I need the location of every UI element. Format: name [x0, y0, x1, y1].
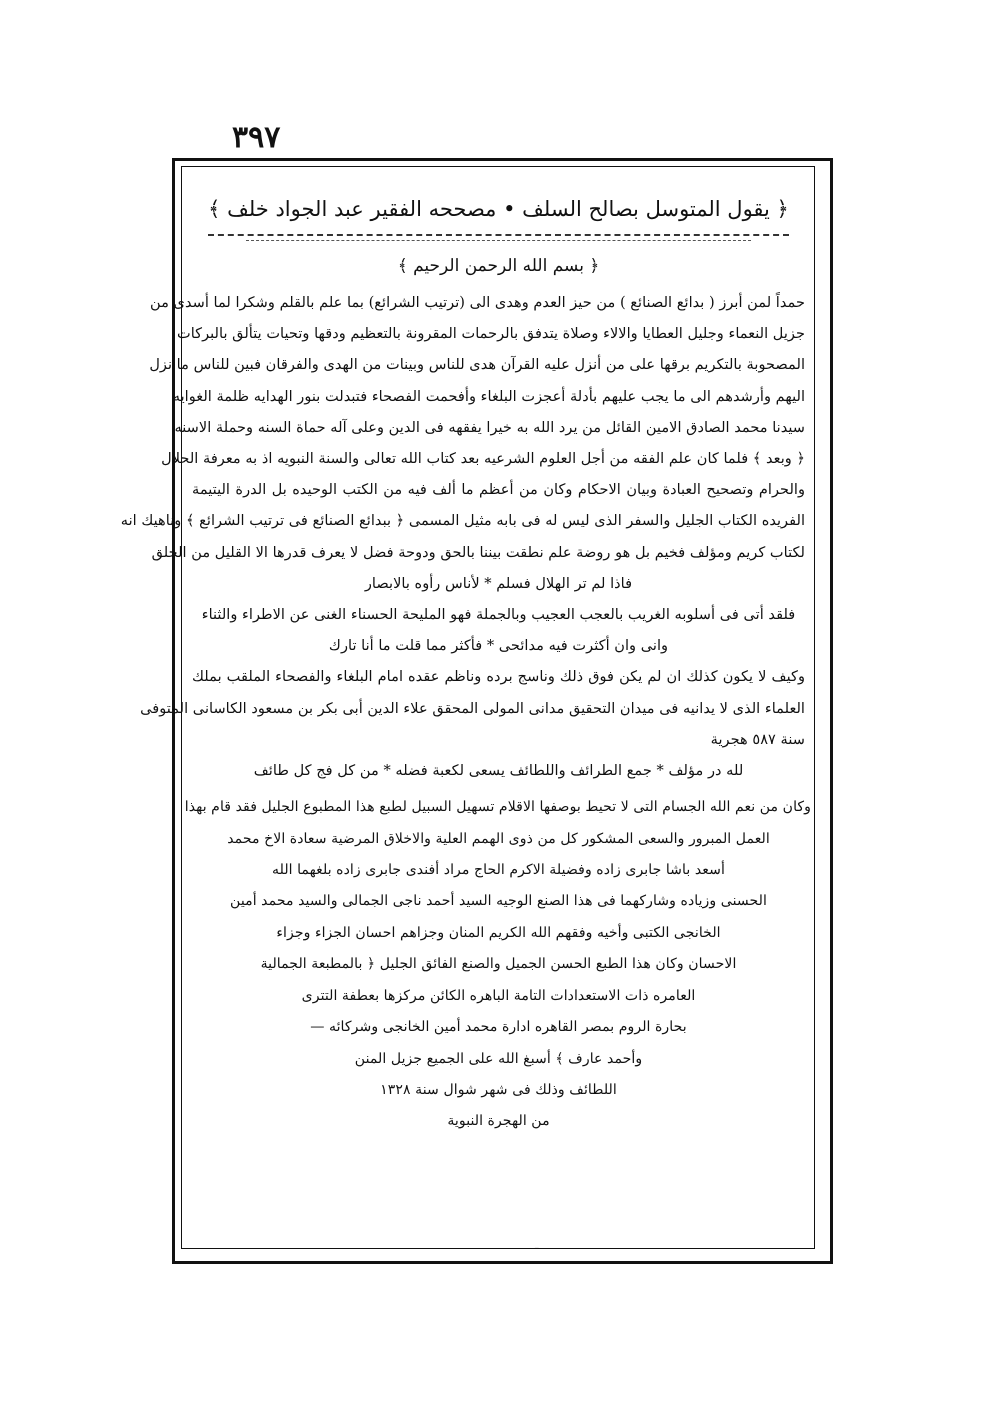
prose-line: العلماء الذى لا يدانيه فى ميدان التحقيق مدانى المولى المحقق علاء الدين أبى بكر بن مسعود الكاسانى المتوفى: [140, 699, 805, 717]
page-number: ٣٩٧: [232, 120, 281, 155]
bottom-mark: ـ: [535, 1238, 539, 1252]
verse-line: لله در مؤلف * جمع الطرائف واللطائف يسعى لكعبة فضله * من كل فج كل طائف: [253, 762, 744, 780]
colophon-line: الحسنى وزياده وشاركهما فى هذا الصنع الوجيه السيد أحمد ناجى الجمالى والسيد محمد أمين: [230, 893, 767, 910]
colophon-line: وكان من نعم الله الجسام التى لا تحيط بوصفها الاقلام تسهيل السبيل لطبع هذا المطبوع الجليل فقد قام بهذا: [184, 799, 811, 816]
prose-line: جزيل النعماء وجليل العطايا والالاء وصلاة يتدفق بالرحمات المقرونة بالتعظيم ودقها وتحيات يتألق بالبركات: [176, 325, 805, 343]
dashed-separator: [208, 234, 789, 236]
prose-line: حمداً لمن أبرز ( بدائع الصنائع ) من حيز العدم وهدى الى (ترتيب الشرائع) بما علم بالقلم وشكرا لما أسدى من: [149, 294, 805, 311]
verse-line: فاذا لم تر الهلال فسلم * لأناس رأوه بالابصار: [364, 574, 633, 592]
page-content: [120, 176, 811, 1236]
colophon-line: بحارة الروم بمصر القاهره ادارة محمد أمين الخانجى وشركائه —: [310, 1019, 687, 1036]
prose-block: [120, 287, 811, 786]
prose-line: ﴿ وبعد ﴾ فلما كان علم الفقه من أجل العلوم الشرعيه بعد كتاب الله تعالى والسنة النبويه اذ به معرفة الحلال: [161, 450, 805, 468]
colophon-line: العمل المبرور والسعى المشكور كل من ذوى الهمم العلية والاخلاق المرضية سعادة الاخ محمد: [227, 830, 770, 847]
prose-line: سيدنا محمد الصادق الامين القائل من يرد الله به خيرا يفقهه فى الدين وعلى آله حماة السنه وحملة الاسنه: [174, 418, 805, 436]
colophon-line: وأحمد عارف ﴾ أسبغ الله على الجميع جزيل المنن: [354, 1050, 643, 1067]
prose-line: الفريده الكتاب الجليل والسفر الذى ليس له فى بابه مثيل المسمى ﴿ ببدائع الصنائع فى ترتيب الشرائع ﴾ وناهيك انه: [120, 512, 805, 530]
colophon-line: العامره ذات الاستعدادات التامة الباهره الكائن مركزها بعطفة التترى: [301, 987, 696, 1004]
prose-line: وكيف لا يكون كذلك ان لم يكن فوق ذلك وناسج برده وناظم عقده امام البلغاء والفصحاء الملقب بملك: [192, 668, 805, 686]
colophon-line: الاحسان وكان هذا الطبع الحسن الجميل والصنع الفائق الجليل ﴿ بالمطبعة الجمالية: [260, 956, 737, 973]
colophon-line: من الهجرة النبوية: [447, 1113, 550, 1130]
prose-line: اليهم وأرشدهم الى ما يجب عليهم بأدلة أعجزت البلغاء وأفحمت الفصحاء فتبدلت بنور الهدايه ظلمة الغوايه: [172, 387, 805, 405]
editor-header: ﴿ يقول المتوسل بصالح السلف • مصححه الفقير عبد الجواد خلف ﴾: [208, 197, 789, 221]
colophon-line: أسعد باشا جابرى زاده وفضيلة الاكرم الحاج مراد أفندى جابرى زاده بلغهما الله: [272, 862, 725, 879]
prose-line: فلقد أتى فى أسلوبه الغريب بالعجب العجيب وبالجملة فهو المليحة الحسناء الغنى عن الاطراء والثناء: [201, 606, 796, 624]
prose-line: المصحوبة بالتكريم برقها على من أنزل عليه القرآن هدى للناس وبينات من الهدى والفرقان فبين للناس ما نزل: [149, 356, 805, 374]
basmala: ﴿ بسم الله الرحمن الرحيم ﴾: [397, 256, 600, 276]
dashed-separator-secondary: [246, 240, 751, 241]
prose-line: والحرام وتصحيح العبادة وبيان الاحكام وكان من أعظم ما ألف فيه من الكتب الوحيده بل الدرة اليتيمة: [192, 481, 805, 499]
colophon-line: الخانجى الكتبى وأخيه وفقهم الله الكريم المنان وجزاهم احسان الجزاء وجزاء: [276, 924, 721, 941]
colophon: [186, 792, 811, 1137]
date-line: سنة ٥٨٧ هجرية: [710, 730, 805, 748]
verse-line: وانى وان أكثرت فيه مدائحى * فأكثر مما قلت ما أنا تارك: [328, 637, 669, 655]
colophon-line: اللطائف وذلك فى شهر شوال سنة ١٣٢٨: [380, 1081, 617, 1098]
prose-line: لكتاب كريم ومؤلف فخيم بل هو روضة علم نطقت بيننا بالحق ودوحة فضل لا يعرف قدرها الا القليل من الخلق: [151, 543, 805, 561]
